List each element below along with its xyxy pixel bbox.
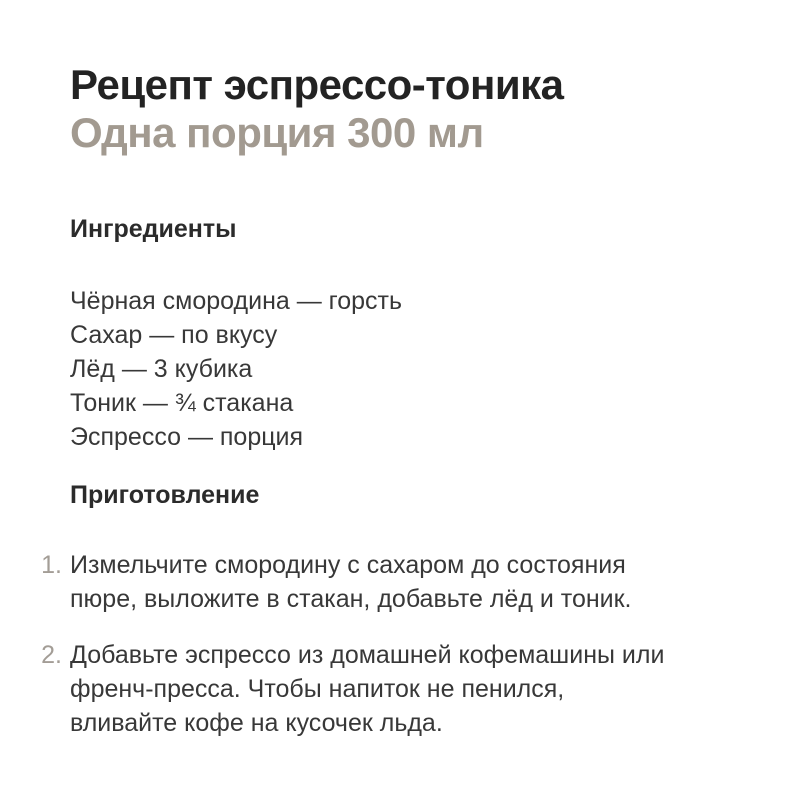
ingredient-item: Лёд — 3 кубика xyxy=(70,355,253,383)
ingredients-heading: Ингредиенты xyxy=(70,215,237,243)
ingredient-item: Сахар — по вкусу xyxy=(70,321,278,349)
ingredient-item: Тоник — ¾ стакана xyxy=(70,389,294,417)
ingredient-item: Чёрная смородина — горсть xyxy=(70,287,403,315)
step-text: Измельчите смородину с сахаром до состояния пюре, выложите в стакан, добавьте лёд и тоник. xyxy=(70,551,632,613)
page-subtitle: Одна порция 300 мл xyxy=(70,109,484,156)
step-text: Добавьте эспрессо из домашней кофемашины или френч-пресса. Чтобы напиток не пенился, вливайте кофе на кусочек льда. xyxy=(70,641,665,737)
ingredient-item: Эспрессо — порция xyxy=(70,423,304,451)
step-item xyxy=(38,548,734,616)
step-number: 2. xyxy=(41,641,62,669)
preparation-steps xyxy=(41,548,734,740)
preparation-heading: Приготовление xyxy=(70,481,260,509)
step-item xyxy=(38,638,734,740)
page-title: Рецепт эспрессо-тоника xyxy=(70,61,564,108)
step-number: 1. xyxy=(41,551,62,579)
ingredients-list xyxy=(70,284,734,454)
